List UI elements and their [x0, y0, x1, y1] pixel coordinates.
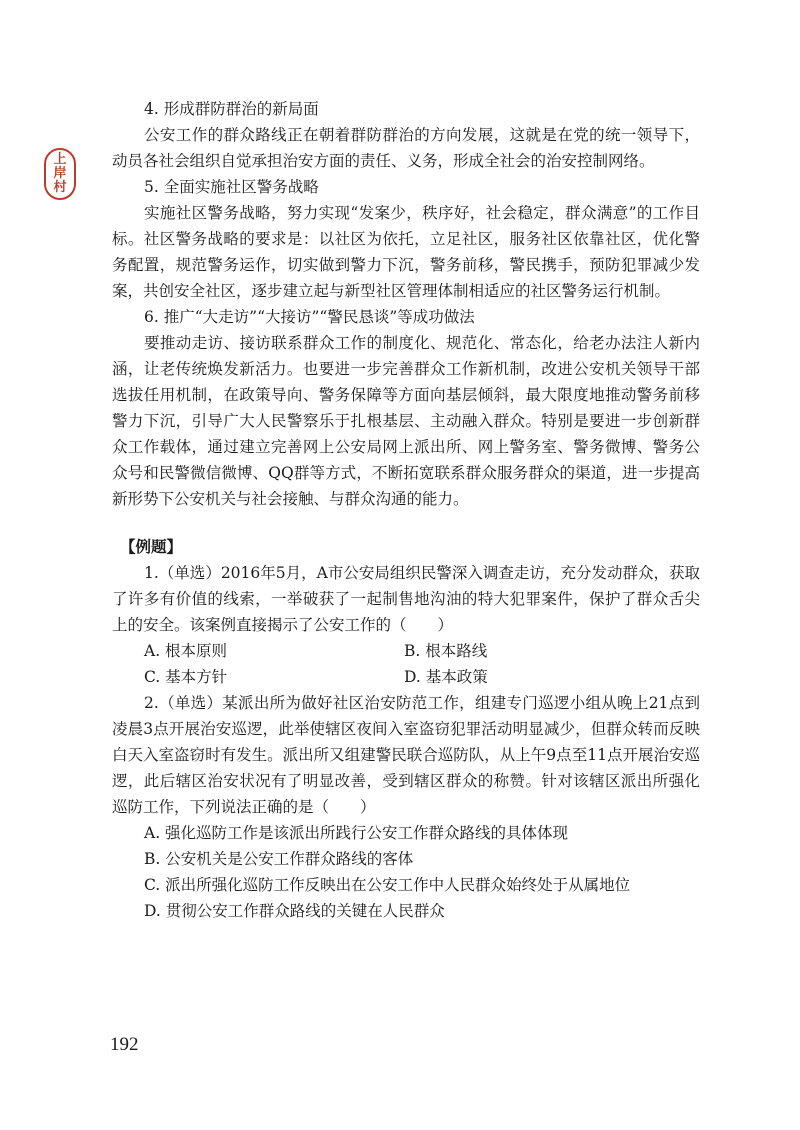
page-content: [112, 96, 700, 924]
q2-option-a: A. 强化巡防工作是该派出所践行公安工作群众路线的具体体现: [144, 824, 569, 842]
section-4-body: 公安工作的群众路线正在朝着群防群治的方向发展，这就是在党的统一领导下，动员各社会组织自觉承担治安方面的责任、义务，形成全社会的治安控制网络。: [112, 126, 700, 170]
q1-option-a: A. 根本原则: [144, 642, 228, 660]
section-6-heading: 6. 推广“大走访”“大接访”“警民恳谈”等成功做法: [144, 308, 475, 326]
section-5-heading: 5. 全面实施社区警务战略: [144, 178, 319, 196]
seal-char-2: 岸: [53, 166, 67, 181]
seal-char-1: 上: [53, 152, 67, 167]
section-5-body: 实施社区警务战略，努力实现“发案少，秩序好，社会稳定，群众满意”的工作目标。社区警务战略的要求是：以社区为依托，立足社区，服务社区依靠社区，优化警务配置，规范警务运作，切实做到警力下沉，警务前移，警民携手，预防犯罪减少发案，共创安全社区，逐步建立起与新型社区管理体制相适应的社区警务运行机制。: [112, 204, 700, 300]
section-6-body: 要推动走访、接访联系群众工作的制度化、规范化、常态化，给老办法注人新内涵，让老传统焕发新活力。也要进一步完善群众工作新机制，改进公安机关领导干部选拔任用机制，在政策导向、警务保障等方面向基层倾斜，最大限度地推动警务前移警力下沉，引导广大人民警察乐于扎根基层、主动融入群众。特别是要进一步创新群众工作载体，通过建立完善网上公安局网上派出所、网上警务室、警务微博、警务公众号和民警微信微博、QQ群等方式，不断拓宽联系群众服务群众的渠道，进一步提高新形势下公安机关与社会接触、与群众沟通的能力。: [112, 334, 700, 508]
q2-option-b: B. 公安机关是公安工作群众路线的客体: [144, 850, 414, 868]
question-2-stem: 2.（单选）某派出所为做好社区治安防范工作，组建专门巡逻小组从晚上21点到凌晨3点开展治安巡逻，此举使辖区夜间入室盗窃犯罪活动明显减少，但群众转而反映白天入室盗窃时有发生。派出所又组建警民联合巡防队，从上午9点至11点开展治安巡逻，此后辖区治安状况有了明显改善，受到辖区群众的称赞。针对该辖区派出所强化巡防工作，下列说法正确的是（ ）: [112, 694, 700, 816]
q1-option-b: B. 根本路线: [404, 642, 488, 660]
seal-char-3: 村: [53, 180, 67, 195]
question-1-options: [112, 638, 700, 690]
section-4-heading: 4. 形成群防群治的新局面: [144, 100, 319, 118]
q2-option-d: D. 贯彻公安工作群众路线的关键在人民群众: [144, 902, 445, 920]
page-number: 192: [110, 1034, 139, 1055]
question-1-stem: 1.（单选）2016年5月，A市公安局组织民警深入调查走访，充分发动群众，获取了许多有价值的线索，一举破获了一起制售地沟油的特大犯罪案件，保护了群众舌尖上的安全。该案例直接揭示了公安工作的（ ）: [112, 564, 700, 634]
q1-option-d: D. 基本政策: [404, 668, 488, 686]
q1-option-c: C. 基本方针: [144, 668, 228, 686]
examples-title: 【例题】: [120, 537, 183, 556]
q2-option-c: C. 派出所强化巡防工作反映出在公安工作中人民群众始终处于从属地位: [144, 876, 631, 894]
seal-stamp: [44, 148, 76, 200]
